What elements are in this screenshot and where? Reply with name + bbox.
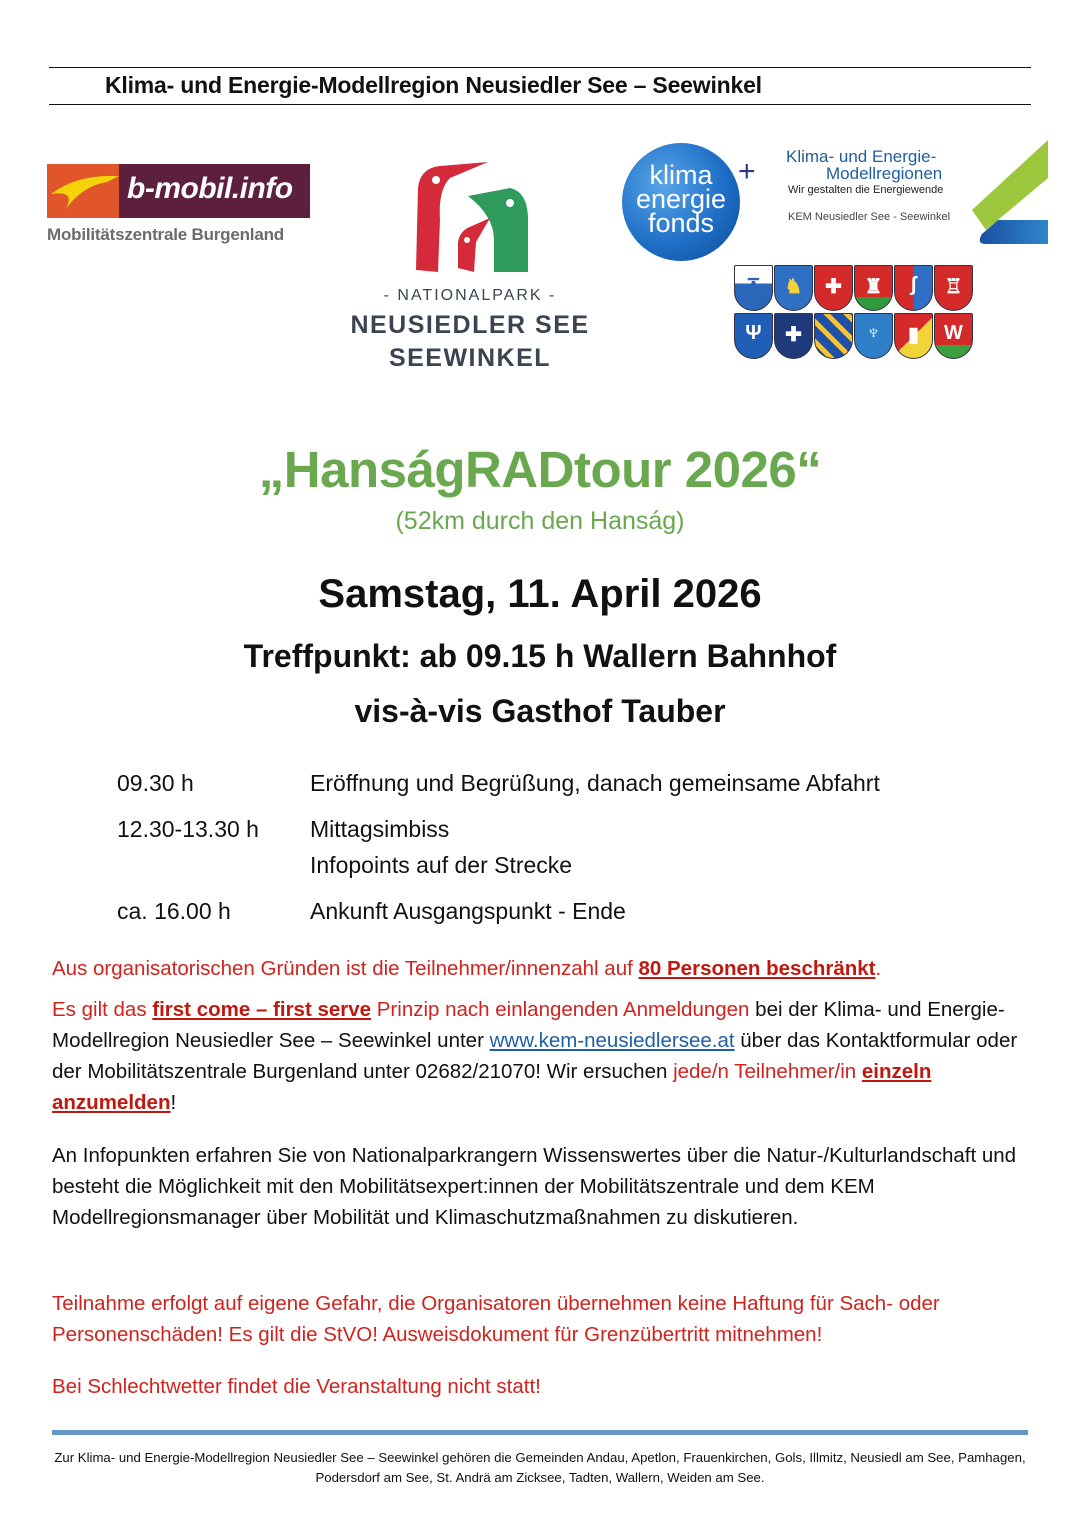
schedule-time: 12.30-13.30 h: [117, 816, 259, 842]
nationalpark-birds-icon: [410, 160, 535, 275]
event-subtitle: (52km durch den Hanság): [395, 507, 685, 535]
kem-region: KEM Neusiedler See - Seewinkel: [788, 211, 951, 223]
reg-text-black2: über das Kontaktformular oder der Mobilitätszentrale Burgenland unter 02682/21070! Wir ersuchen: [52, 1029, 1018, 1083]
header-title: Klima- und Energie-Modellregion Neusiedler See – Seewinkel: [105, 72, 762, 98]
coat-of-arms-icon: ✚: [814, 265, 853, 311]
schedule-time: ca. 16.00 h: [117, 898, 231, 924]
plus-icon: +: [738, 155, 756, 188]
coat-of-arms-icon: Ψ: [734, 313, 773, 359]
reg-end: !: [170, 1091, 177, 1114]
nationalpark-label: - NATIONALPARK -: [383, 287, 557, 304]
klimafonds-line2: energie: [635, 184, 727, 214]
coat-of-arms-icon: ʃ: [894, 265, 933, 311]
klimafonds-line3: fonds: [647, 208, 715, 238]
bmobil-logo: [47, 164, 310, 218]
coats-of-arms-row1: [734, 265, 974, 311]
nationalpark-line1: NEUSIEDLER SEE: [350, 311, 590, 339]
kem-line2: Modellregionen: [826, 164, 943, 183]
reg-text-red2: jede/n Teilnehmer/in: [673, 1060, 862, 1083]
footer-municipalities: Zur Klima- und Energie-Modellregion Neusiedler See – Seewinkel gehören die Gemeinden Andau, Apetlon, Frauenkirchen, Gols, Illmitz, Neusiedl am See, Pamhagen, Podersdorf am See, St. Andrä am Zicksee, Tadten, Wallern, Weiden am See.: [54, 1450, 1026, 1485]
coat-of-arms-icon: ♜: [854, 265, 893, 311]
coat-of-arms-icon: ♆: [854, 313, 893, 359]
coat-of-arms-icon: ▮: [894, 313, 933, 359]
event-date: Samstag, 11. April 2026: [318, 572, 762, 616]
klimafonds-line1: klima: [649, 160, 713, 190]
reg-emphasis2: einzeln anzumelden: [52, 1060, 932, 1114]
kem-tagline: Wir gestalten die Energiewende: [788, 184, 944, 196]
kem-chevron-icon: [968, 140, 1050, 246]
schedule-desc: Mittagsimbiss: [310, 816, 450, 842]
nationalpark-line2: SEEWINKEL: [388, 344, 552, 372]
kem-line1: Klima- und Energie-: [786, 147, 937, 166]
limit-emphasis: 80 Personen beschränkt: [638, 957, 876, 980]
schedule-desc-extra: Infopoints auf der Strecke: [310, 852, 573, 878]
schedule-desc: Eröffnung und Begrüßung, danach gemeinsame Abfahrt: [310, 770, 880, 796]
schedule-time: 09.30 h: [117, 770, 194, 796]
header-top-rule: [49, 67, 1031, 68]
reg-emphasis: first come – first serve: [152, 998, 372, 1021]
coat-of-arms-icon: W: [934, 313, 973, 359]
arrow-swoosh-icon: [47, 164, 119, 218]
registration-notice: [52, 994, 1037, 1118]
coat-of-arms-icon: ♖: [934, 265, 973, 311]
coat-of-arms-icon: ⊼: [734, 265, 773, 311]
coat-of-arms-icon: [814, 313, 853, 359]
liability-notice: Teilnahme erfolgt auf eigene Gefahr, die Organisatoren übernehmen keine Haftung für Sach- oder Personenschäden! Es gilt die StVO! Ausweisdokument für Grenzübertritt mitnehmen!: [52, 1292, 940, 1346]
meeting-point-line2: vis-à-vis Gasthof Tauber: [354, 693, 726, 729]
coats-of-arms-row2: [734, 313, 974, 359]
weather-notice: Bei Schlechtwetter findet die Veranstaltung nicht statt!: [52, 1375, 541, 1398]
header-bottom-rule: [49, 104, 1031, 105]
participant-limit-notice: [52, 953, 1037, 984]
reg-text-black: bei der Klima- und Energie-Modellregion Neusiedler See – Seewinkel unter: [52, 998, 1005, 1052]
event-title: „HanságRADtour 2026“: [258, 441, 822, 498]
limit-end: .: [875, 957, 882, 980]
reg-text: Es gilt das: [52, 998, 153, 1021]
meeting-point-line1: Treffpunkt: ab 09.15 h Wallern Bahnhof: [243, 638, 837, 674]
coat-of-arms-icon: ♞: [774, 265, 813, 311]
coat-of-arms-icon: ✚: [774, 313, 813, 359]
limit-text: Aus organisatorischen Gründen ist die Teilnehmer/innenzahl auf: [52, 957, 639, 980]
schedule-desc: Ankunft Ausgangspunkt - Ende: [310, 898, 626, 924]
bmobil-brand: b-mobil.info: [127, 172, 293, 205]
reg-text-red: Prinzip nach einlangenden Anmeldungen: [371, 998, 750, 1021]
footer-divider: [52, 1430, 1028, 1435]
bmobil-orange-block: [47, 164, 119, 218]
bmobil-subtitle: Mobilitätszentrale Burgenland: [47, 225, 284, 244]
infopoints-paragraph: An Infopunkten erfahren Sie von Nationalparkrangern Wissenswertes über die Natur-/Kulturlandschaft und besteht die Möglichkeit mit den Mobilitätsexpert:innen der Mobilitätszentrale und dem KEM Modellregionsmanager über Mobilität und Klimaschutzmaßnahmen zu diskutieren.: [52, 1144, 1017, 1229]
kem-website-link[interactable]: www.kem-neusiedlersee.at: [489, 1029, 735, 1052]
